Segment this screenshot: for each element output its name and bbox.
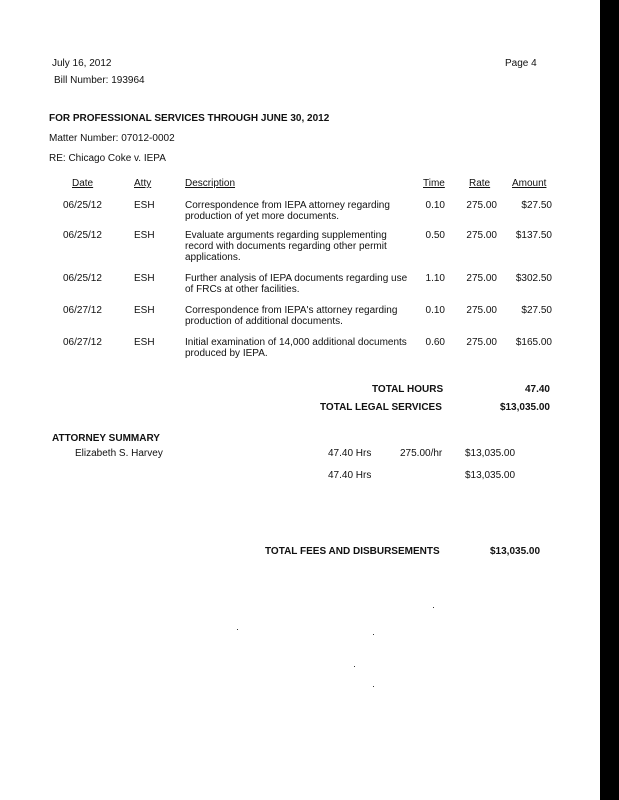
bill-number: Bill Number: 193964 (54, 75, 145, 86)
col-date: Date (72, 178, 94, 189)
entry-time: 0.10 (425, 200, 445, 211)
section-title: FOR PROFESSIONAL SERVICES THROUGH JUNE 30, 2012 (49, 113, 330, 124)
col-time: Time (423, 178, 445, 189)
entry-time: 0.10 (425, 305, 445, 316)
col-amount: Amount (512, 178, 547, 189)
matter-number: Matter Number: 07012-0002 (49, 133, 175, 144)
scan-edge (600, 0, 619, 800)
attorney-summary-heading: ATTORNEY SUMMARY (52, 433, 160, 444)
summary-total-hours: 47.40 Hrs (328, 470, 372, 481)
entry-date: 06/27/12 (63, 305, 102, 316)
entry-time: 0.60 (425, 337, 445, 348)
entry-rate: 275.00 (466, 337, 497, 348)
entry-amount: $27.50 (521, 200, 552, 211)
entry-atty: ESH (134, 305, 155, 316)
total-hours: 47.40 (524, 384, 550, 395)
page-number: Page 4 (505, 58, 537, 69)
entry-rate: 275.00 (466, 200, 497, 211)
entry-time: 0.50 (425, 230, 445, 241)
entry-date: 06/25/12 (63, 230, 102, 241)
total-legal-label: TOTAL LEGAL SERVICES (320, 402, 442, 413)
entry-atty: ESH (134, 230, 155, 241)
entry-date: 06/25/12 (63, 200, 102, 211)
entry-amount: $165.00 (515, 337, 552, 348)
col-atty: Atty (134, 178, 152, 189)
attorney-rate: 275.00/hr (400, 448, 443, 459)
entry-description: Correspondence from IEPA's attorney regarding production of additional documents. (185, 305, 398, 327)
entry-description: Initial examination of 14,000 additional documents produced by IEPA. (185, 337, 407, 359)
entry-description: Evaluate arguments regarding supplementing record with documents regarding other permit applications. (185, 230, 387, 263)
entry-description: Correspondence from IEPA attorney regarding production of yet more documents. (185, 200, 390, 222)
matter-re: RE: Chicago Coke v. IEPA (49, 153, 166, 164)
col-rate: Rate (469, 178, 491, 189)
entry-rate: 275.00 (466, 273, 497, 284)
col-description: Description (185, 178, 236, 189)
entry-description: Further analysis of IEPA documents regarding use of FRCs at other facilities. (185, 273, 408, 295)
entry-date: 06/25/12 (63, 273, 102, 284)
summary-total-amount: $13,035.00 (465, 470, 516, 481)
entry-rate: 275.00 (466, 230, 497, 241)
entry-time: 1.10 (425, 273, 445, 284)
grand-total: $13,035.00 (490, 546, 541, 557)
entry-amount: $27.50 (521, 305, 552, 316)
invoice-date: July 16, 2012 (52, 58, 112, 69)
entry-atty: ESH (134, 337, 155, 348)
grand-total-label: TOTAL FEES AND DISBURSEMENTS (265, 546, 440, 557)
entry-atty: ESH (134, 200, 155, 211)
entry-date: 06/27/12 (63, 337, 102, 348)
entry-atty: ESH (134, 273, 155, 284)
total-legal: $13,035.00 (499, 402, 550, 413)
entry-amount: $302.50 (515, 273, 552, 284)
attorney-hours: 47.40 Hrs (328, 448, 372, 459)
total-hours-label: TOTAL HOURS (372, 384, 444, 395)
entry-rate: 275.00 (466, 305, 497, 316)
entry-amount: $137.50 (515, 230, 552, 241)
attorney-name: Elizabeth S. Harvey (75, 448, 163, 459)
attorney-amount: $13,035.00 (465, 448, 516, 459)
